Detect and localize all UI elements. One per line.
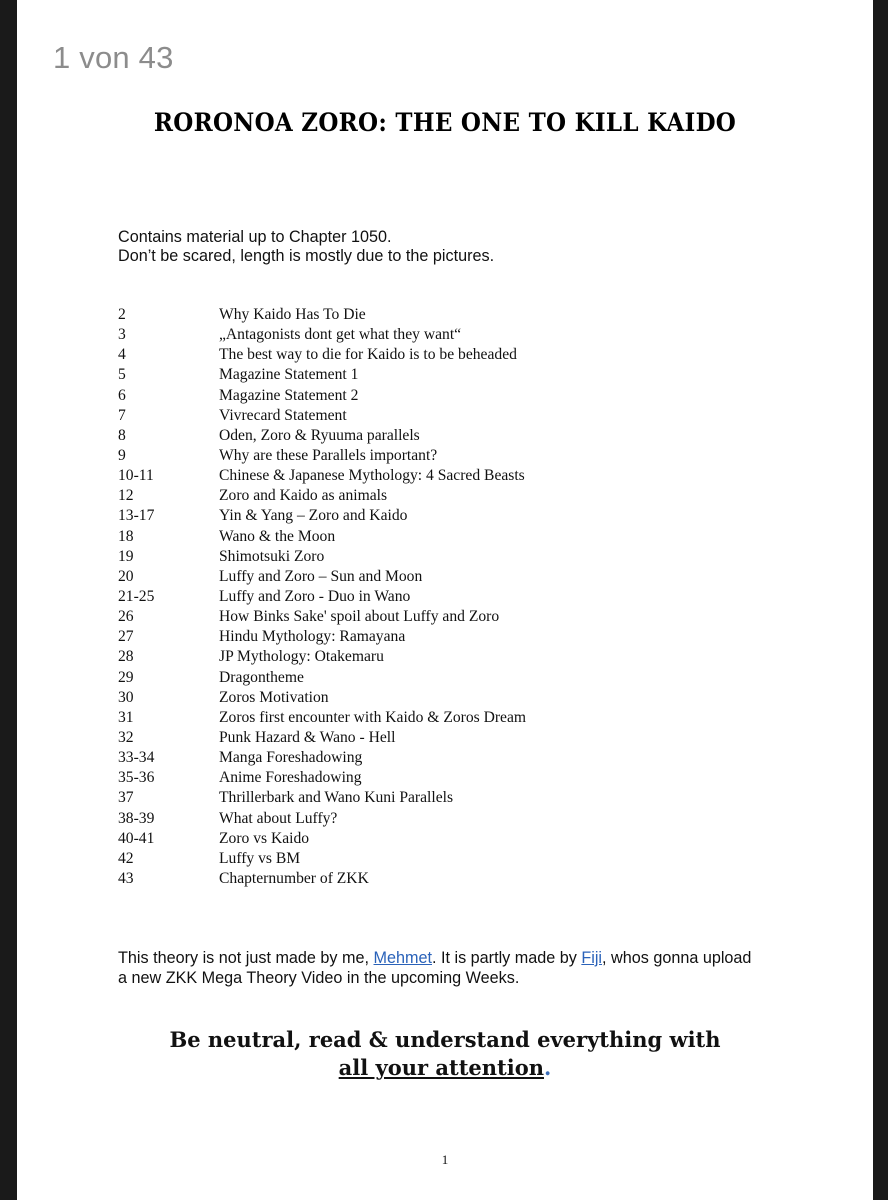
note-text-2: . It is partly made by bbox=[432, 949, 582, 967]
toc-entry-title: Zoros first encounter with Kaido & Zoros Dream bbox=[219, 708, 527, 726]
toc-row bbox=[118, 386, 526, 406]
closing-statement bbox=[17, 1026, 873, 1082]
toc-row bbox=[118, 728, 526, 748]
toc-row bbox=[118, 869, 526, 889]
toc-entry-title: Why Kaido Has To Die bbox=[219, 306, 366, 324]
toc-page-number: 40-41 bbox=[118, 829, 155, 847]
toc-page-number: 38-39 bbox=[118, 809, 155, 827]
toc-row bbox=[118, 527, 526, 547]
toc-entry-title: What about Luffy? bbox=[219, 809, 338, 827]
toc-entry-title: Wano & the Moon bbox=[219, 527, 336, 545]
closing-line-2: all your attention bbox=[338, 1055, 544, 1080]
toc-entry-title: Yin & Yang – Zoro and Kaido bbox=[219, 507, 408, 525]
toc-row bbox=[118, 788, 526, 808]
toc-entry-title: Anime Foreshadowing bbox=[219, 769, 362, 787]
toc-entry-title: Luffy vs BM bbox=[219, 849, 301, 867]
page-indicator: 1 von 43 bbox=[53, 40, 174, 75]
toc-entry-title: Magazine Statement 2 bbox=[219, 386, 359, 404]
toc-page-number: 5 bbox=[118, 366, 126, 384]
document-title: RORONOA ZORO: THE ONE TO KILL KAIDO bbox=[153, 108, 737, 137]
toc-entry-title: Thrillerbark and Wano Kuni Parallels bbox=[219, 789, 454, 807]
toc-entry-title: Zoros Motivation bbox=[219, 688, 329, 706]
toc-row bbox=[118, 325, 526, 345]
toc-row bbox=[118, 607, 526, 627]
toc-row bbox=[118, 547, 526, 567]
toc-entry-title: „Antagonists dont get what they want“ bbox=[219, 326, 462, 344]
credits-note bbox=[118, 948, 758, 988]
toc-row bbox=[118, 809, 526, 829]
toc-entry-title: Manga Foreshadowing bbox=[219, 749, 363, 767]
toc-entry-title: Hindu Mythology: Ramayana bbox=[219, 628, 406, 646]
toc-row bbox=[118, 305, 526, 325]
toc-entry-title: Punk Hazard & Wano - Hell bbox=[219, 729, 396, 747]
toc-entry-title: Luffy and Zoro – Sun and Moon bbox=[219, 567, 423, 585]
toc-entry-title: Zoro vs Kaido bbox=[219, 829, 310, 847]
toc-row bbox=[118, 567, 526, 587]
closing-period: . bbox=[544, 1055, 552, 1080]
toc-entry-title: Chinese & Japanese Mythology: 4 Sacred Beasts bbox=[219, 467, 525, 485]
toc-row bbox=[118, 486, 526, 506]
intro-text bbox=[118, 228, 494, 266]
toc-page-number: 19 bbox=[118, 547, 134, 565]
table-of-contents bbox=[118, 305, 526, 889]
toc-row bbox=[118, 849, 526, 869]
toc-page-number: 35-36 bbox=[118, 769, 155, 787]
toc-entry-title: Why are these Parallels important? bbox=[219, 447, 438, 465]
document-page bbox=[17, 0, 873, 1200]
closing-line-1: Be neutral, read & understand everything with bbox=[169, 1027, 721, 1052]
toc-entry-title: How Binks Sake' spoil about Luffy and Zoro bbox=[219, 608, 500, 626]
toc-page-number: 7 bbox=[118, 406, 126, 424]
toc-page-number: 18 bbox=[118, 527, 134, 545]
toc-page-number: 32 bbox=[118, 729, 134, 747]
toc-entry-title: Vivrecard Statement bbox=[219, 406, 347, 424]
toc-row bbox=[118, 446, 526, 466]
toc-page-number: 6 bbox=[118, 386, 126, 404]
intro-line-2: Don’t be scared, length is mostly due to the pictures. bbox=[118, 247, 495, 265]
toc-row bbox=[118, 768, 526, 788]
toc-page-number: 3 bbox=[118, 326, 126, 344]
toc-row bbox=[118, 506, 526, 526]
toc-page-number: 12 bbox=[118, 487, 134, 505]
toc-page-number: 27 bbox=[118, 628, 134, 646]
toc-page-number: 37 bbox=[118, 789, 134, 807]
author-link-fiji[interactable]: Fiji bbox=[581, 949, 603, 967]
toc-page-number: 9 bbox=[118, 447, 126, 465]
toc-row bbox=[118, 708, 526, 728]
toc-entry-title: Chapternumber of ZKK bbox=[219, 870, 369, 887]
author-link-mehmet[interactable]: Mehmet bbox=[373, 949, 432, 967]
toc-row bbox=[118, 748, 526, 768]
toc-page-number: 28 bbox=[118, 648, 134, 666]
toc-page-number: 26 bbox=[118, 608, 134, 626]
toc-page-number: 30 bbox=[118, 688, 134, 706]
toc-row bbox=[118, 587, 526, 607]
toc-entry-title: Oden, Zoro & Ryuuma parallels bbox=[219, 426, 420, 444]
toc-page-number: 21-25 bbox=[118, 588, 155, 606]
toc-row bbox=[118, 668, 526, 688]
toc-row bbox=[118, 365, 526, 385]
toc-page-number: 13-17 bbox=[118, 507, 155, 525]
toc-row bbox=[118, 345, 526, 365]
toc-entry-title: Dragontheme bbox=[219, 668, 304, 686]
toc-row bbox=[118, 829, 526, 849]
toc-page-number: 2 bbox=[118, 306, 126, 324]
toc-page-number: 42 bbox=[118, 849, 134, 867]
toc-entry-title: Magazine Statement 1 bbox=[219, 366, 359, 384]
toc-entry-title: Shimotsuki Zoro bbox=[219, 547, 325, 565]
toc-page-number: 31 bbox=[118, 708, 134, 726]
toc-entry-title: The best way to die for Kaido is to be beheaded bbox=[219, 346, 517, 364]
toc-page-number: 8 bbox=[118, 426, 126, 444]
toc-row bbox=[118, 627, 526, 647]
toc-page-number: 33-34 bbox=[118, 749, 155, 767]
toc-page-number: 43 bbox=[118, 870, 134, 887]
toc-entry-title: JP Mythology: Otakemaru bbox=[219, 648, 384, 666]
toc-page-number: 10-11 bbox=[118, 467, 154, 485]
toc-page-number: 20 bbox=[118, 567, 134, 585]
toc-row bbox=[118, 406, 526, 426]
toc-row bbox=[118, 688, 526, 708]
toc-row bbox=[118, 466, 526, 486]
toc-row bbox=[118, 647, 526, 667]
footer-page-number: 1 bbox=[441, 1152, 449, 1167]
note-text-3: , whos gonna upload a new ZKK Mega Theory Video in the upcoming Weeks. bbox=[118, 949, 752, 987]
toc-page-number: 4 bbox=[118, 346, 126, 364]
toc-entry-title: Luffy and Zoro - Duo in Wano bbox=[219, 588, 411, 606]
toc-entry-title: Zoro and Kaido as animals bbox=[219, 487, 388, 505]
toc-page-number: 29 bbox=[118, 668, 134, 686]
toc-row bbox=[118, 426, 526, 446]
intro-line-1: Contains material up to Chapter 1050. bbox=[118, 228, 392, 246]
note-text-1: This theory is not just made by me, bbox=[118, 949, 374, 967]
